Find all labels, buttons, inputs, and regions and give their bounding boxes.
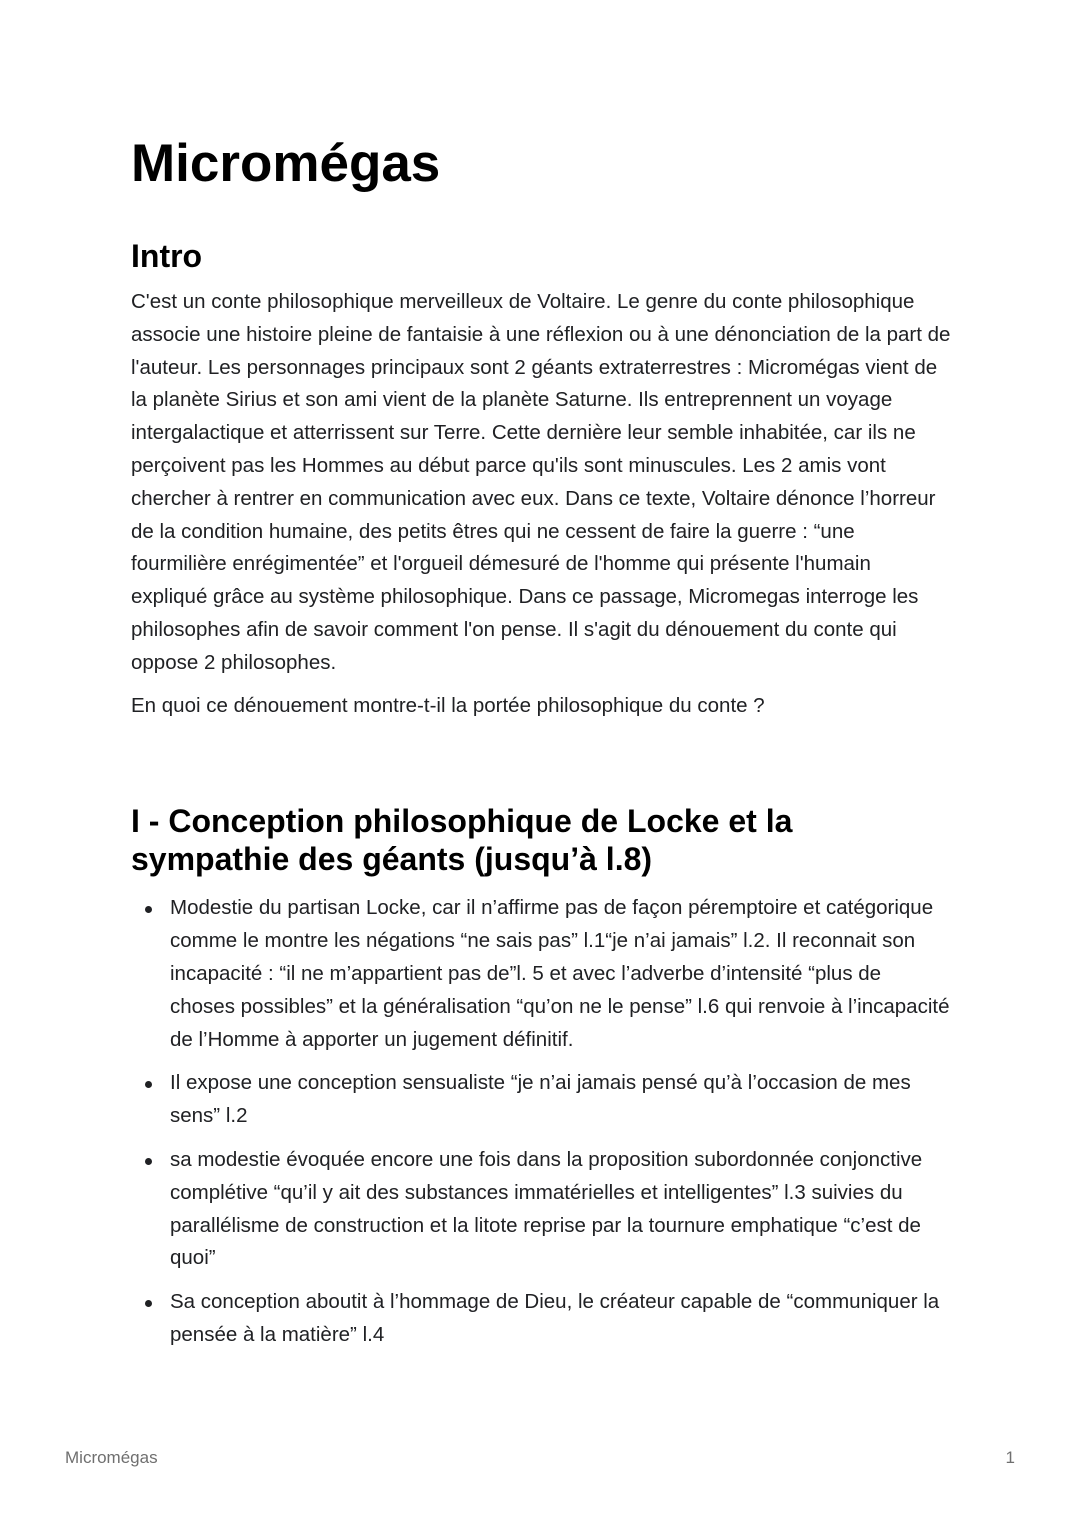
- list-item-text: Modestie du partisan Locke, car il n’affirme pas de façon péremptoire et catégorique comme le montre les négations “ne sais pas” l.1“je n’ai jamais” l.2. Il reconnait son incapacité : “il ne m’appartient pas de”l. 5 et avec l’adverbe d’intensité “plus de choses possibles” et la généralisation “qu’on ne le pense” l.6 qui renvoie à l’incapacité de l’Homme à apporter un jugement définitif.: [170, 896, 950, 1051]
- page-number: 1: [1005, 1448, 1015, 1467]
- bullet-icon: [145, 906, 152, 913]
- list-item: [170, 892, 951, 1056]
- list-item-text: Il expose une conception sensualiste “je n’ai jamais pensé qu’à l’occasion de mes sens” l.2: [170, 1071, 911, 1128]
- footer-title: Micromégas: [65, 1448, 158, 1467]
- page-content: [131, 132, 951, 1363]
- section-heading: I - Conception philosophique de Locke et la sympathie des géants (jusqu’à l.8): [131, 803, 793, 878]
- intro-heading: Intro: [131, 238, 203, 274]
- list-item-text: Sa conception aboutit à l’hommage de Dieu, le créateur capable de “communiquer la pensée à la matière” l.4: [170, 1290, 940, 1346]
- bullet-icon: [145, 1081, 152, 1088]
- bullet-list: [131, 892, 951, 1351]
- problematic-question: En quoi ce dénouement montre-t-il la portée philosophique du conte ?: [131, 693, 765, 717]
- list-item: [170, 1144, 951, 1275]
- bullet-icon: [145, 1158, 152, 1165]
- bullet-icon: [145, 1300, 152, 1307]
- intro-paragraph: C'est un conte philosophique merveilleux de Voltaire. Le genre du conte philosophique associe une histoire pleine de fantaisie à une réflexion ou à une dénonciation de la part de l'auteur. Les personnages principaux sont 2 géants extraterrestres : Micromégas vient de la planète Sirius et son ami vient de la planète Saturne. Ils entreprennent un voyage intergalactique et atterrissent sur Terre. Cette dernière leur semble inhabitée, car ils ne perçoivent pas les Hommes au début parce qu'ils sont minuscules. Les 2 amis vont chercher à rentrer en communication avec eux. Dans ce texte, Voltaire dénonce l’horreur de la condition humaine, des petits êtres qui ne cessent de faire la guerre : “une fourmilière enrégimentée” et l'orgueil démesuré de l'homme qui présente l'humain expliqué grâce au système philosophique. Dans ce passage, Micromegas interroge les philosophes afin de savoir comment l'on pense. Il s'agit du dénouement du conte qui oppose 2 philosophes.: [131, 290, 951, 674]
- list-item: [170, 1286, 951, 1352]
- document-title: Micromégas: [131, 134, 441, 193]
- list-item: [170, 1067, 951, 1133]
- list-item-text: sa modestie évoquée encore une fois dans la proposition subordonnée conjonctive complétive “qu’il y ait des substances immatérielles et intelligentes” l.3 suivies du parallélisme de construction et la litote reprise par la tournure emphatique “c’est de quoi”: [170, 1147, 923, 1270]
